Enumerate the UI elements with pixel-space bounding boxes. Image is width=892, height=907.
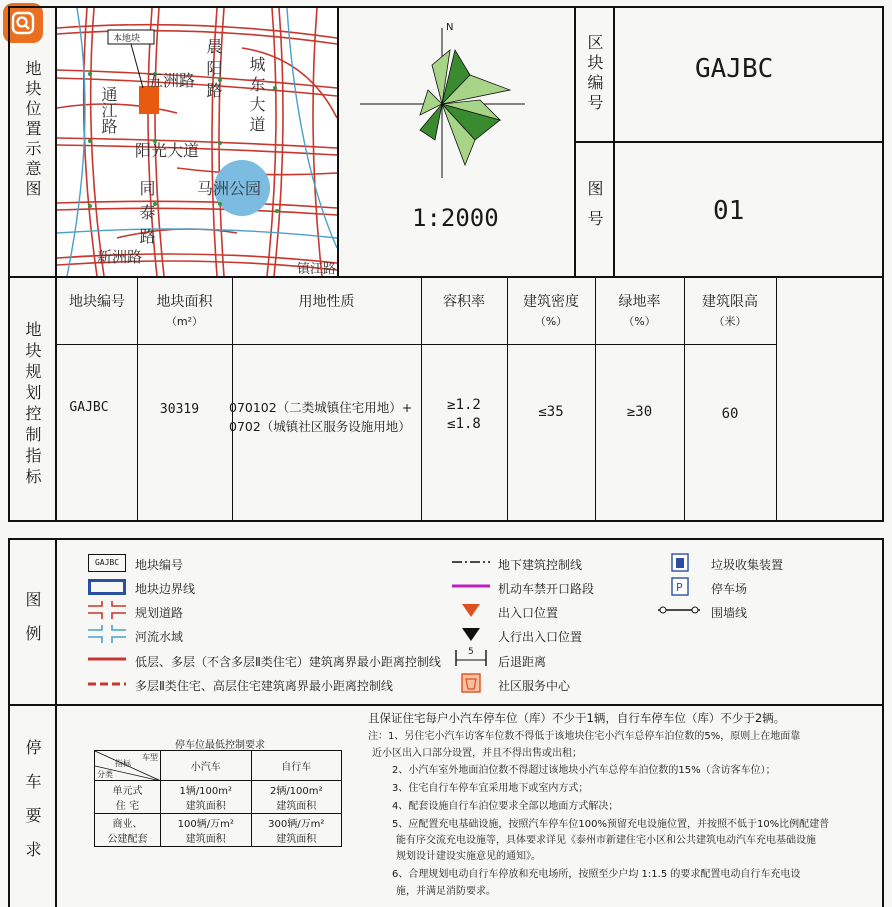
legend-label: 低层、多层（不含多层Ⅱ类住宅）建筑离界最小距离控制线 xyxy=(135,655,441,669)
cell-height-limit: 60 xyxy=(721,406,739,422)
map-road-label: 阳光大道 xyxy=(135,141,200,160)
legend-label: 后退距离 xyxy=(498,655,547,669)
parking-note: 规划设计建设实施意见的通知》。 xyxy=(396,851,541,862)
parking-note: 施，并满足消防要求。 xyxy=(396,886,496,897)
legend-label: 出入口位置 xyxy=(498,606,559,620)
legend-wall-line-symbol xyxy=(658,601,696,619)
parking-intro: 且保证住宅每户小汽车停车位（库）不少于1辆，自行车停车位（库）不少于2辆。 xyxy=(368,711,786,725)
svg-text:P: P xyxy=(676,581,683,594)
location-side-title: 地块位置示意图 xyxy=(23,60,42,200)
legend-community-center-icon xyxy=(452,673,490,691)
header-green-ratio: 绿地率 （%） xyxy=(618,294,661,328)
map-marker-label: 本地块 xyxy=(113,34,141,44)
header-block-id: 地块编号 xyxy=(69,294,125,310)
parking-note: 3、住宅自行车停车宜采用地下或室内方式； xyxy=(392,783,589,794)
parking-note: 4、配套设施自行车泊位要求全部以地面方式解决； xyxy=(392,801,619,812)
parking-side-title: 停车要求 xyxy=(23,739,42,875)
legend-label: 地块边界线 xyxy=(135,582,196,596)
legend-setback-line-symbol xyxy=(88,650,126,668)
legend-label: 人行出入口位置 xyxy=(498,630,583,644)
legend-label: 地块编号 xyxy=(135,558,184,572)
legend-code-symbol: GAJBC xyxy=(88,554,126,572)
map-road-label: 晨阳路 xyxy=(204,38,223,104)
cell-area: 30319 xyxy=(159,402,200,417)
compass-rose xyxy=(360,20,530,180)
legend-high-rise-line-symbol xyxy=(88,675,126,693)
legend-label: 多层Ⅱ类住宅、高层住宅建筑离界最小距离控制线 xyxy=(135,679,393,693)
parking-note: 5、应配置充电基础设施，按照汽车停车位100%预留充电设施位置，并按照不低于10%比例配建普 xyxy=(392,819,830,830)
header-height-limit: 建筑限高 （米） xyxy=(702,294,758,328)
legend-label: 河流水域 xyxy=(135,630,184,644)
parking-note: 注：1、另住宅小汽车访客车位数不得低于该地块住宅小汽车总停车泊位数的5%，原则上在地面靠 xyxy=(368,731,801,742)
parking-requirement-table: 车型 指标 分类 小汽车 自行车 单元式 住 宅 1辆/100m² 建筑面积 2辆/100m² 建筑面积 商业、 公建配套 100辆/万m² 建筑面积 300辆/万m² 建筑面积 xyxy=(94,750,342,847)
legend-boundary-symbol xyxy=(88,579,126,595)
legend-garbage-icon xyxy=(660,553,698,571)
parking-table-title: 停车位最低控制要求 xyxy=(175,740,265,751)
legend-parking-icon xyxy=(660,577,698,595)
header-land-use: 用地性质 xyxy=(298,294,355,310)
legend-entrance-icon xyxy=(452,601,490,619)
parking-note: 2、小汽车室外地面泊位数不得超过该地块小汽车总停车泊位数的15%（含访客车位）； xyxy=(392,765,776,776)
control-side-title: 地块规划控制指标 xyxy=(23,321,42,489)
map-road-label: 镇江路 xyxy=(297,262,337,276)
map-road-label: 城东大道 xyxy=(247,56,266,136)
location-map xyxy=(57,8,337,276)
legend-label: 围墙线 xyxy=(711,606,748,620)
legend-no-access-symbol xyxy=(452,577,490,595)
map-road-label: 同泰路 xyxy=(137,180,156,252)
map-park-label: 马洲公园 xyxy=(197,179,262,198)
zone-label: 区块编号 xyxy=(585,34,604,114)
legend-label: 规划道路 xyxy=(135,606,184,620)
map-scale: 1:2000 xyxy=(412,204,499,232)
parking-note: 6、合理规划电动自行车停放和充电场所，按照至少户均 1:1.5 的要求配置电动自行车充电设 xyxy=(392,869,801,880)
legend-label: 机动车禁开口路段 xyxy=(498,582,595,596)
legend-side-title: 图例 xyxy=(23,591,42,659)
map-number-value: 01 xyxy=(713,196,745,226)
cell-green-ratio: ≥30 xyxy=(626,404,653,420)
parking-note: 近小区出入口部分设置，并且不得出售或出租； xyxy=(372,748,582,759)
col-bike: 自行车 xyxy=(251,751,342,781)
cell-block-id: GAJBC xyxy=(69,400,109,415)
cell-far: ≥1.2 ≤1.8 xyxy=(447,397,481,432)
legend-setback-distance-symbol: 5 xyxy=(468,647,474,657)
legend-water-symbol xyxy=(88,625,126,643)
legend-road-symbol xyxy=(88,601,126,619)
legend-label: 停车场 xyxy=(711,582,748,596)
map-road-label: 新洲路 xyxy=(97,248,143,266)
header-density: 建筑密度 （%） xyxy=(523,294,579,328)
legend-label: 地下建筑控制线 xyxy=(498,558,583,572)
parking-note: 能有序交流充电设施等，具体要求详见《泰州市新建住宅小区和公共建筑电动汽车充电基础设施 xyxy=(396,835,816,846)
header-far: 容积率 xyxy=(443,294,485,310)
legend-pedestrian-entrance-icon xyxy=(452,625,490,643)
map-road-label: 通江路 xyxy=(99,86,118,134)
compass-north-label: N xyxy=(446,22,454,33)
legend-label: 垃圾收集装置 xyxy=(711,558,784,572)
cell-land-use: 070102（二类城镇住宅用地）+ 0702（城镇社区服务设施用地） xyxy=(229,400,413,434)
header-area: 地块面积 （m²） xyxy=(156,294,213,328)
map-number-label: 图号 xyxy=(585,180,604,240)
legend-label: 社区服务中心 xyxy=(498,679,571,693)
map-road-label: 五洲路 xyxy=(147,71,196,90)
zone-value: GAJBC xyxy=(695,54,774,84)
cell-density: ≤35 xyxy=(538,404,564,420)
legend-underground-line-symbol xyxy=(452,553,490,571)
col-car: 小汽车 xyxy=(161,751,252,781)
